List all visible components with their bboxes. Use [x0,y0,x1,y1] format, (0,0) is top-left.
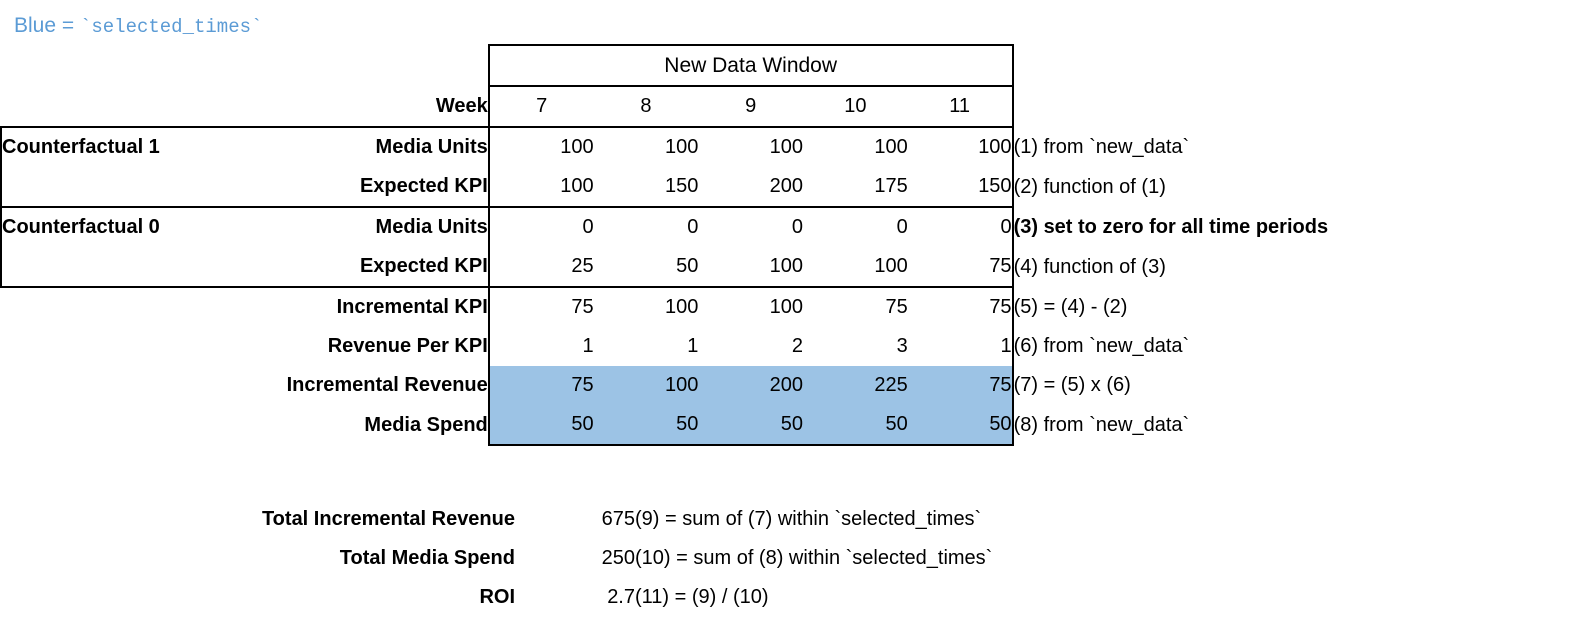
legend [14,14,262,38]
totals-row [0,539,992,578]
note-2: (2) function of (1) [1013,175,1166,198]
cell-r5c11: 75 [908,287,1013,327]
spacer-cell [1,287,214,327]
week-cell-10: 10 [803,86,908,127]
table-row [1,167,1579,207]
cell-r1c10: 100 [874,136,908,158]
spacer-cell [1,366,214,405]
cell-r1c7: 100 [489,127,594,167]
cell-r3c8: 0 [594,207,699,247]
roi-table [0,44,1580,446]
cell-r4c9: 100 [698,247,803,287]
cell-r7c8: 100 [594,366,699,405]
cell-r4c10: 100 [803,247,908,287]
table-row [1,127,1579,167]
cell-r6c11: 1 [908,327,1013,366]
note-3: (3) set to zero for all time periods [1013,215,1329,238]
table-row [1,287,1579,327]
cell-r8c10: 50 [803,405,908,445]
total-media-spend-value: 250 [601,547,635,569]
cell-r7c11: 75 [908,366,1013,405]
cell-r8c11: 50 [908,405,1013,445]
cell-r2c7: 100 [489,167,594,207]
legend-code: `selected_times` [79,16,263,38]
note-5: (5) = (4) - (2) [1013,295,1128,318]
row-label-expected-kpi-cf1: Expected KPI [359,175,488,197]
spacer-cell [1013,45,1579,86]
week-label: Week [435,94,488,117]
cell-r7c10: 225 [803,366,908,405]
cell-r2c10: 175 [874,175,908,197]
cell-r4c8: 50 [594,247,699,287]
table-row [1,247,1579,287]
row-label-incremental-revenue: Incremental Revenue [286,374,488,396]
roi-table-container [0,44,1580,446]
roi-note: (11) = (9) / (10) [635,586,769,608]
cell-r5c7: 75 [489,287,594,327]
note-6: (6) from `new_data` [1013,335,1190,357]
note-1: (1) from `new_data` [1013,135,1190,158]
totals-container [0,500,992,617]
cell-r2c9: 200 [769,175,804,197]
cell-r2c8: 150 [664,175,699,197]
cell-r6c7: 1 [489,327,594,366]
group-label-empty [1,167,214,207]
note-8: (8) from `new_data` [1013,413,1190,436]
cell-r8c8: 50 [594,405,699,445]
cell-r8c7: 50 [489,405,594,445]
totals-row [0,500,992,539]
cell-r1c8: 100 [664,136,699,158]
roi-label: ROI [479,586,515,608]
cell-r1c11: 100 [908,127,1013,167]
cell-r4c11: 75 [908,247,1013,287]
group-label-counterfactual-0: Counterfactual 0 [1,207,214,247]
spacer-cell [214,45,488,86]
cell-r6c10: 3 [896,335,908,357]
cell-r6c8: 1 [687,335,699,357]
cell-r2c11: 150 [908,167,1013,207]
totals-table [0,500,992,617]
cell-r7c7: 75 [489,366,594,405]
row-label-media-units-cf1: Media Units [214,127,488,167]
note-4: (4) function of (3) [1013,255,1166,278]
total-incremental-revenue-note: (9) = sum of (7) within `selected_times` [635,508,982,530]
cell-r6c9: 2 [791,335,804,357]
spacer-cell [1,405,214,445]
table-row [1,405,1579,445]
week-cell-9: 9 [698,86,803,127]
total-incremental-revenue-value: 675 [601,508,635,530]
table-row [1,327,1579,366]
row-label-media-units-cf0: Media Units [214,207,488,247]
totals-row [0,578,992,617]
week-cell-8: 8 [594,86,699,127]
cell-r3c7: 0 [489,207,594,247]
week-row [1,86,1579,127]
total-media-spend-label: Total Media Spend [339,547,515,569]
cell-r5c8: 100 [664,296,699,318]
group-label-empty [1,247,214,287]
cell-r4c7: 25 [489,247,594,287]
table-header-row [1,45,1579,86]
spacer-cell [1,327,214,366]
spacer-cell [1,86,214,127]
cell-r3c11: 0 [908,207,1013,247]
week-cell-11: 11 [908,86,1013,127]
total-incremental-revenue-label: Total Incremental Revenue [261,508,515,530]
cell-r3c10: 0 [803,207,908,247]
spacer-cell [1013,86,1579,127]
cell-r8c9: 50 [698,405,803,445]
cell-r5c10: 75 [885,296,908,318]
row-label-revenue-per-kpi: Revenue Per KPI [327,335,488,357]
roi-value: 2.7 [607,586,635,608]
legend-prefix: Blue = [14,14,80,37]
row-label-incremental-kpi: Incremental KPI [336,296,488,318]
cell-r7c9: 200 [698,366,803,405]
row-label-expected-kpi-cf0: Expected KPI [214,247,488,287]
table-row [1,207,1579,247]
cell-r3c9: 0 [698,207,803,247]
new-data-window-header: New Data Window [489,45,1013,86]
total-media-spend-note: (10) = sum of (8) within `selected_times` [635,547,993,569]
row-label-media-spend: Media Spend [364,413,488,436]
note-7: (7) = (5) x (6) [1013,374,1131,396]
cell-r5c9: 100 [769,296,804,318]
week-cell-7: 7 [489,86,594,127]
spacer-cell [1,45,214,86]
cell-r1c9: 100 [769,136,804,158]
table-row [1,366,1579,405]
group-label-counterfactual-1: Counterfactual 1 [1,127,214,167]
